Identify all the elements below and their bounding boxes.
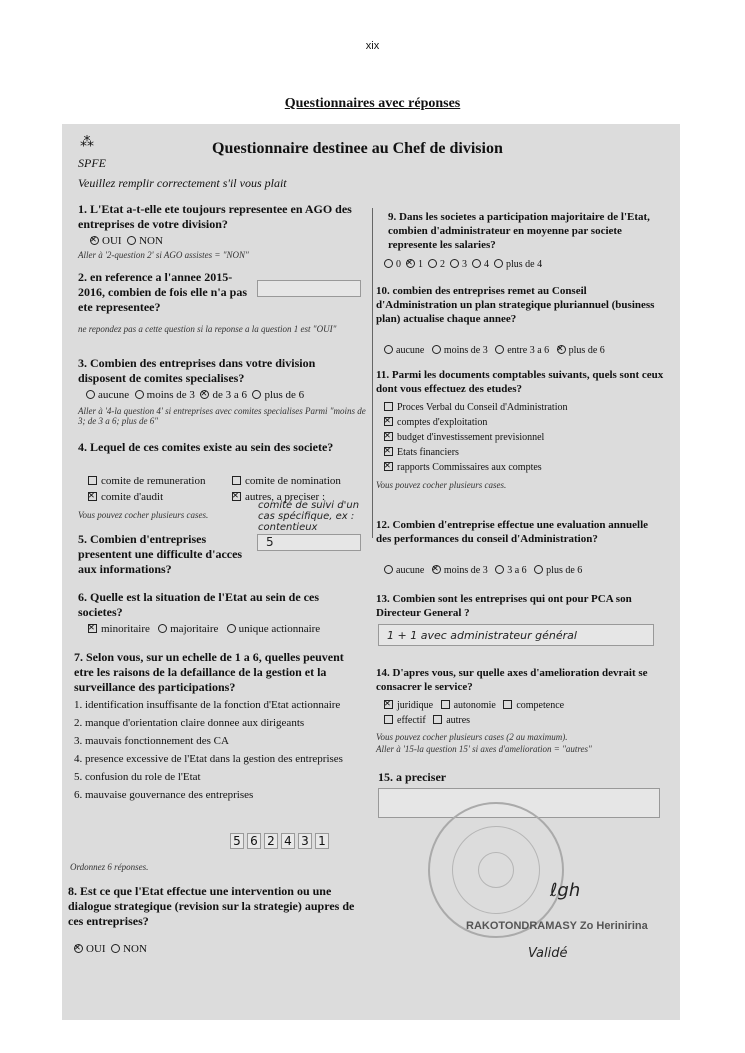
q10-label-aucune: aucune xyxy=(396,345,425,356)
q3-label-moins3: moins de 3 xyxy=(146,389,195,401)
q6-check-minoritaire[interactable] xyxy=(88,624,97,633)
q11-text: 11. Parmi les documents comptables suivants, quels sont ceux dont vous effectuez des etudes? xyxy=(376,369,664,395)
q14-text: 14. D'apres vous, sur quelle axes d'amelioration devrait se consacrer le service? xyxy=(376,667,648,693)
q14-label-autres: autres xyxy=(446,715,471,726)
q2-answer-field[interactable] xyxy=(257,280,361,297)
q9-label-2: 2 xyxy=(440,259,445,270)
q11-label-etats: Etats financiers xyxy=(397,447,459,458)
pin-mark: ⁂ xyxy=(80,135,94,150)
q4-text: 4. Lequel de ces comites existe au sein des societe? xyxy=(78,440,334,454)
q11-check-pv[interactable] xyxy=(384,402,393,411)
q11-label-rapports: rapports Commissaires aux comptes xyxy=(397,462,542,473)
q10-radio-3a6[interactable] xyxy=(495,345,504,354)
q5-answer-field[interactable]: 5 xyxy=(257,534,361,551)
q14-label-autonomie: autonomie xyxy=(453,700,496,711)
q10-radio-plus6[interactable] xyxy=(557,345,566,354)
q8-yes-label: OUI xyxy=(86,943,106,955)
q7-item-5: 5. confusion du role de l'Etat xyxy=(74,771,201,783)
q14-label-juridique: juridique xyxy=(397,700,434,711)
q3-text: 3. Combien des entreprises dans votre division disposent de comites specialises? xyxy=(78,356,316,385)
q11-option-etats xyxy=(384,445,568,460)
q7-rank-6[interactable]: 1 xyxy=(315,833,329,849)
q15-text: 15. a preciser xyxy=(378,770,447,784)
q14-label-competence: competence xyxy=(516,700,565,711)
q7-list xyxy=(74,698,356,802)
q9-radio-1[interactable] xyxy=(406,259,415,268)
q7-rank-4[interactable]: 4 xyxy=(281,833,295,849)
q14-label-effectif: effectif xyxy=(397,715,426,726)
q4-label-autres: autres, a preciser : xyxy=(245,491,326,503)
q9-label-1: 1 xyxy=(418,259,423,270)
q11-label-pv: Proces Verbal du Conseil d'Administration xyxy=(397,402,568,413)
q10-label-3a6: entre 3 a 6 xyxy=(507,345,550,356)
q11-check-budget[interactable] xyxy=(384,432,393,441)
q11-check-etats[interactable] xyxy=(384,447,393,456)
q11-options xyxy=(384,400,568,475)
form-title: Questionnaire destinee au Chef de division xyxy=(212,140,503,157)
page-number: xix xyxy=(365,40,380,52)
q14-note-1: Vous pouvez cocher plusieurs cases (2 au maximum). xyxy=(376,732,568,742)
q11-check-comptes[interactable] xyxy=(384,417,393,426)
q7-ranking xyxy=(230,832,332,850)
q6-label-minoritaire: minoritaire xyxy=(101,623,150,635)
q7-text: 7. Selon vous, sur un echelle de 1 a 6, quelles peuvent etre les raisons de la defaillance de la gestion et la surveillance des participations? xyxy=(74,650,344,694)
q14-check-effectif[interactable] xyxy=(384,715,393,724)
q1-no-radio[interactable] xyxy=(127,236,136,245)
q12-label-moins3: moins de 3 xyxy=(443,565,488,576)
q10-label-moins3: moins de 3 xyxy=(443,345,488,356)
q4-option-audit xyxy=(88,490,163,504)
q14-check-juridique[interactable] xyxy=(384,700,393,709)
q3-radio-3a6[interactable] xyxy=(200,390,209,399)
q4-option-nomination xyxy=(232,474,341,488)
q9-label-3: 3 xyxy=(462,259,467,270)
q11-option-comptes xyxy=(384,415,568,430)
q4-option-remuneration xyxy=(88,474,205,488)
q6-options xyxy=(88,622,320,636)
q7-rank-5[interactable]: 3 xyxy=(298,833,312,849)
q4-check-nomination[interactable] xyxy=(232,476,241,485)
q8-no-label: NON xyxy=(123,943,147,955)
validation-handwritten: Validé xyxy=(528,946,568,961)
q12-options xyxy=(384,564,582,578)
q10-radio-moins3[interactable] xyxy=(432,345,441,354)
q9-radio-4[interactable] xyxy=(472,259,481,268)
q8-text: 8. Est ce que l'Etat effectue une intervention ou une dialogue strategique (revision sur la strategie) aupres de ces entreprises? xyxy=(68,884,355,928)
q3-label-plus6: plus de 6 xyxy=(264,389,305,401)
q9-options xyxy=(384,258,542,272)
q7-item-6: 6. mauvaise gouvernance des entreprises xyxy=(74,789,254,801)
q12-label-3a6: 3 a 6 xyxy=(507,565,527,576)
q8-yes-radio[interactable] xyxy=(74,944,83,953)
q9-text: 9. Dans les societes a participation majoritaire de l'Etat, combien d'administrateur en moyenne par societe represente les salaries? xyxy=(388,211,650,251)
q12-text: 12. Combien d'entreprise effectue une evaluation annuelle des performances du conseil d'Administration? xyxy=(376,519,649,545)
q14-check-autres[interactable] xyxy=(433,715,442,724)
q14-options xyxy=(384,698,564,728)
q3-label-aucune: aucune xyxy=(98,389,130,401)
q9-radio-2[interactable] xyxy=(428,259,437,268)
q12-radio-3a6[interactable] xyxy=(495,565,504,574)
q6-radio-majoritaire[interactable] xyxy=(158,624,167,633)
q11-option-pv xyxy=(384,400,568,415)
q4-handwritten-answer: comité de suivi d'un cas spécifique, ex : contentieux xyxy=(258,500,360,533)
q1-options xyxy=(90,234,163,248)
q11-label-budget: budget d'investissement previsionnel xyxy=(397,432,545,443)
signature-mark: ℓgh xyxy=(550,880,581,901)
q9-radio-0[interactable] xyxy=(384,259,393,268)
q12-radio-aucune[interactable] xyxy=(384,565,393,574)
form-org: SPFE xyxy=(78,156,106,170)
q12-label-plus6: plus de 6 xyxy=(546,565,583,576)
q3-options xyxy=(86,388,304,402)
q6-label-majoritaire: majoritaire xyxy=(170,623,219,635)
q1-no-label: NON xyxy=(139,235,163,247)
q3-label-3a6: de 3 a 6 xyxy=(212,389,247,401)
q4-check-remuneration[interactable] xyxy=(88,476,97,485)
q5-text: 5. Combien d'entreprises presentent une difficulte d'acces aux informations? xyxy=(78,532,243,576)
q4-check-audit[interactable] xyxy=(88,492,97,501)
q6-radio-unique[interactable] xyxy=(227,624,236,633)
q7-item-1: 1. identification insuffisante de la fonction d'Etat actionnaire xyxy=(74,699,341,711)
q7-rank-1[interactable]: 5 xyxy=(230,833,244,849)
q10-label-plus6: plus de 6 xyxy=(568,345,605,356)
q7-rank-2[interactable]: 6 xyxy=(247,833,261,849)
q10-options xyxy=(384,344,605,358)
q9-radio-3[interactable] xyxy=(450,259,459,268)
q11-check-rapports[interactable] xyxy=(384,462,393,471)
q4-check-autres[interactable] xyxy=(232,492,241,501)
column-divider xyxy=(372,208,373,538)
q11-option-rapports xyxy=(384,460,568,475)
q7-note: Ordonnez 6 réponses. xyxy=(70,862,149,872)
q4-note: Vous pouvez cocher plusieurs cases. xyxy=(78,510,209,520)
q8-options xyxy=(74,942,147,956)
q1-text: 1. L'Etat a-t-elle ete toujours representee en AGO des entreprises de votre division? xyxy=(78,202,352,231)
q12-radio-moins3[interactable] xyxy=(432,565,441,574)
q2-note: ne repondez pas a cette question si la reponse a la question 1 est "OUI" xyxy=(78,324,337,334)
q3-note: Aller à '4-la question 4' si entreprises avec comites specialises Parmi "moins de 3; de 3 a 6; plus de 6" xyxy=(78,406,366,426)
q7-item-3: 3. mauvais fonctionnement des CA xyxy=(74,735,229,747)
q3-radio-aucune[interactable] xyxy=(86,390,95,399)
q6-text: 6. Quelle est la situation de l'Etat au sein de ces societes? xyxy=(78,590,319,619)
q12-label-aucune: aucune xyxy=(396,565,425,576)
q7-item-2: 2. manque d'orientation claire donnee aux dirigeants xyxy=(74,717,305,729)
q11-label-comptes: comptes d'exploitation xyxy=(397,417,488,428)
q11-note: Vous pouvez cocher plusieurs cases. xyxy=(376,480,507,490)
q6-label-unique: unique actionnaire xyxy=(238,623,321,635)
q2-text: 2. en reference a l'annee 2015-2016, combien de fois elle n'a pas ete representee? xyxy=(78,270,248,314)
q13-answer-field[interactable]: 1 + 1 avec administrateur général xyxy=(378,624,654,646)
scanned-questionnaire xyxy=(62,124,680,1020)
q13-text: 13. Combien sont les entreprises qui ont pour PCA son Directeur General ? xyxy=(376,593,632,619)
q3-radio-moins3[interactable] xyxy=(135,390,144,399)
q10-text: 10. combien des entreprises remet au Conseil d'Administration un plan strategique pluriannuel (business plan) actualise chaque annee? xyxy=(376,285,655,325)
q10-radio-aucune[interactable] xyxy=(384,345,393,354)
q4-label-remuneration: comite de remuneration xyxy=(101,475,206,487)
official-stamp xyxy=(428,802,564,938)
q4-label-audit: comite d'audit xyxy=(101,491,164,503)
q14-check-autonomie[interactable] xyxy=(441,700,450,709)
document-title: Questionnaires avec réponses xyxy=(284,96,461,111)
q14-check-competence[interactable] xyxy=(503,700,512,709)
q7-rank-3[interactable]: 2 xyxy=(264,833,278,849)
signatory-name: RAKOTONDRAMASY Zo Herinirina xyxy=(466,920,648,932)
form-instruction: Veuillez remplir correctement s'il vous plait xyxy=(78,176,287,190)
q12-radio-plus6[interactable] xyxy=(534,565,543,574)
q1-yes-radio[interactable] xyxy=(90,236,99,245)
q9-radio-plus4[interactable] xyxy=(494,259,503,268)
q8-no-radio[interactable] xyxy=(111,944,120,953)
q4-label-nomination: comite de nomination xyxy=(245,475,341,487)
q9-label-0: 0 xyxy=(396,259,401,270)
q1-note: Aller à '2-question 2' si AGO assistes = "NON" xyxy=(78,250,249,260)
q14-note-2: Aller à '15-la question 15' si axes d'amelioration = "autres" xyxy=(376,744,592,754)
q3-radio-plus6[interactable] xyxy=(252,390,261,399)
q11-option-budget xyxy=(384,430,568,445)
q9-label-4: 4 xyxy=(484,259,489,270)
q7-item-4: 4. presence excessive de l'Etat dans la gestion des entreprises xyxy=(74,753,343,765)
q1-yes-label: OUI xyxy=(102,235,122,247)
q9-label-plus4: plus de 4 xyxy=(506,259,543,270)
